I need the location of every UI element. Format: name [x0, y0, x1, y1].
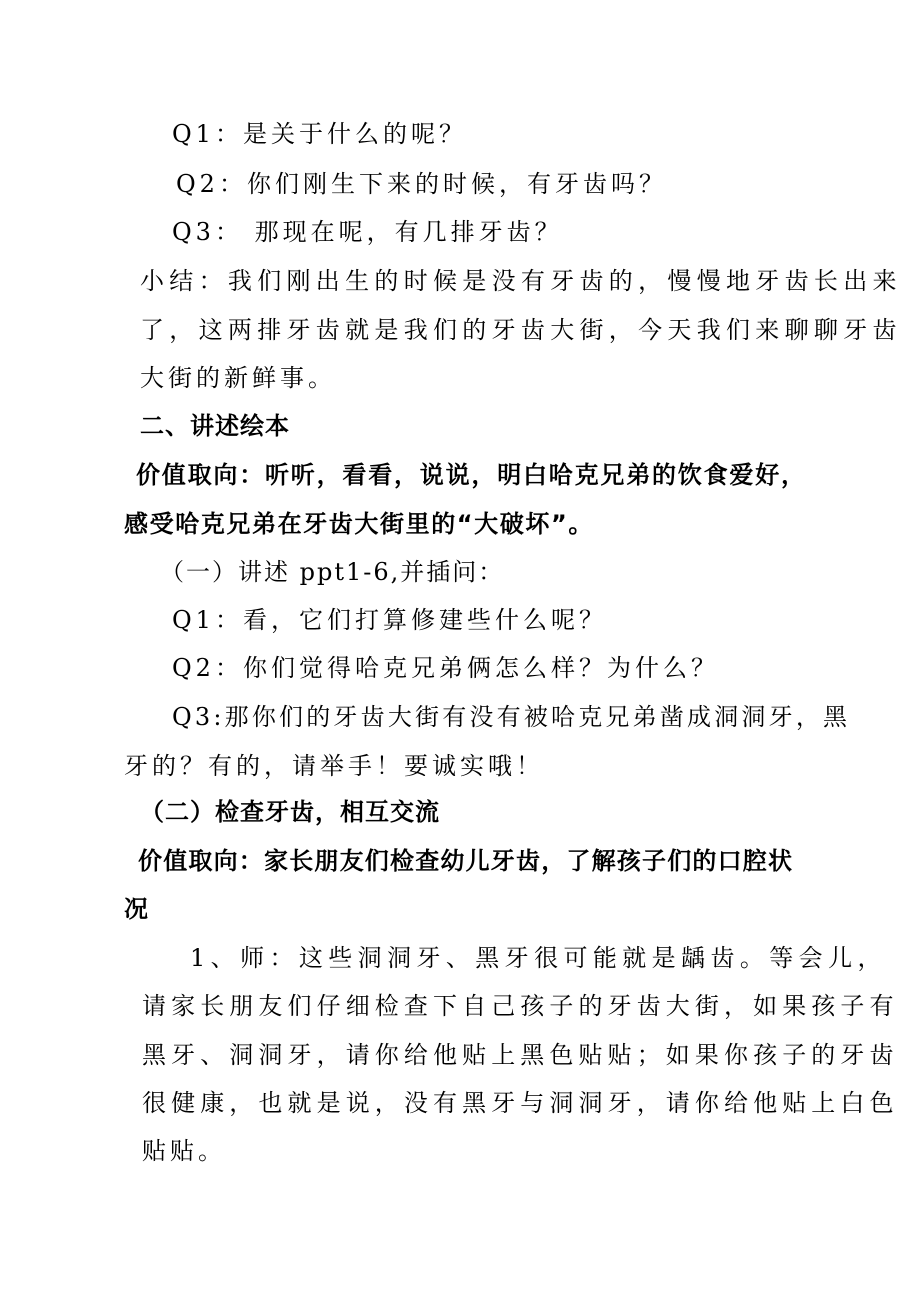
summary-line-1: 小结：我们刚出生的时候是没有牙齿的，慢慢地牙齿长出来 — [140, 267, 902, 295]
value-orientation-line-2: 感受哈克兄弟在牙齿大街里的“大破坏”。 — [124, 510, 594, 538]
summary-line-3: 大街的新鲜事。 — [140, 364, 336, 392]
question-q3: Q3： 那现在呢，有几排牙齿？ — [172, 218, 563, 246]
part1-question-q2: Q2：你们觉得哈克兄弟俩怎么样？为什么？ — [172, 654, 719, 682]
paragraph-1-line-4: 很健康，也就是说，没有黑牙与洞洞牙，请你给他贴上白色 — [142, 1089, 899, 1117]
part2-value-line-2: 况 — [124, 895, 149, 923]
paragraph-1-line-1: 1、师：这些洞洞牙、黑牙很可能就是龋齿。等会儿， — [190, 944, 887, 972]
part2-value-line-1: 价值取向：家长朋友们检查幼儿牙齿，了解孩子们的口腔状 — [138, 847, 794, 875]
question-q2: Q2：你们刚生下来的时候，有牙齿吗？ — [176, 170, 667, 198]
part1-question-q3-line-1: Q3:那你们的牙齿大街有没有被哈克兄弟凿成洞洞牙，黑 — [172, 703, 851, 731]
subsection-heading-2: （二）检查牙齿，相互交流 — [140, 798, 440, 826]
summary-line-2: 了，这两排牙齿就是我们的牙齿大街，今天我们来聊聊牙齿 — [140, 316, 902, 344]
question-q1: Q1：是关于什么的呢？ — [172, 120, 467, 148]
paragraph-1-line-5: 贴贴。 — [142, 1137, 226, 1165]
paragraph-1-line-3: 黑牙、洞洞牙，请你给他贴上黑色贴贴；如果你孩子的牙齿 — [142, 1041, 899, 1069]
part1-question-q3-line-2: 牙的？有的，请举手！要诚实哦！ — [124, 752, 544, 780]
paragraph-1-line-2: 请家长朋友们仔细检查下自己孩子的牙齿大街，如果孩子有 — [142, 992, 899, 1020]
part1-question-q1: Q1：看，它们打算修建些什么呢？ — [172, 606, 607, 634]
value-orientation-line-1: 价值取向：听听，看看，说说，明白哈克兄弟的饮食爱好， — [136, 461, 807, 489]
subsection-heading-1: （一）讲述 ppt1-6,并插问： — [160, 558, 505, 586]
section-heading-storybook: 二、讲述绘本 — [140, 412, 290, 440]
